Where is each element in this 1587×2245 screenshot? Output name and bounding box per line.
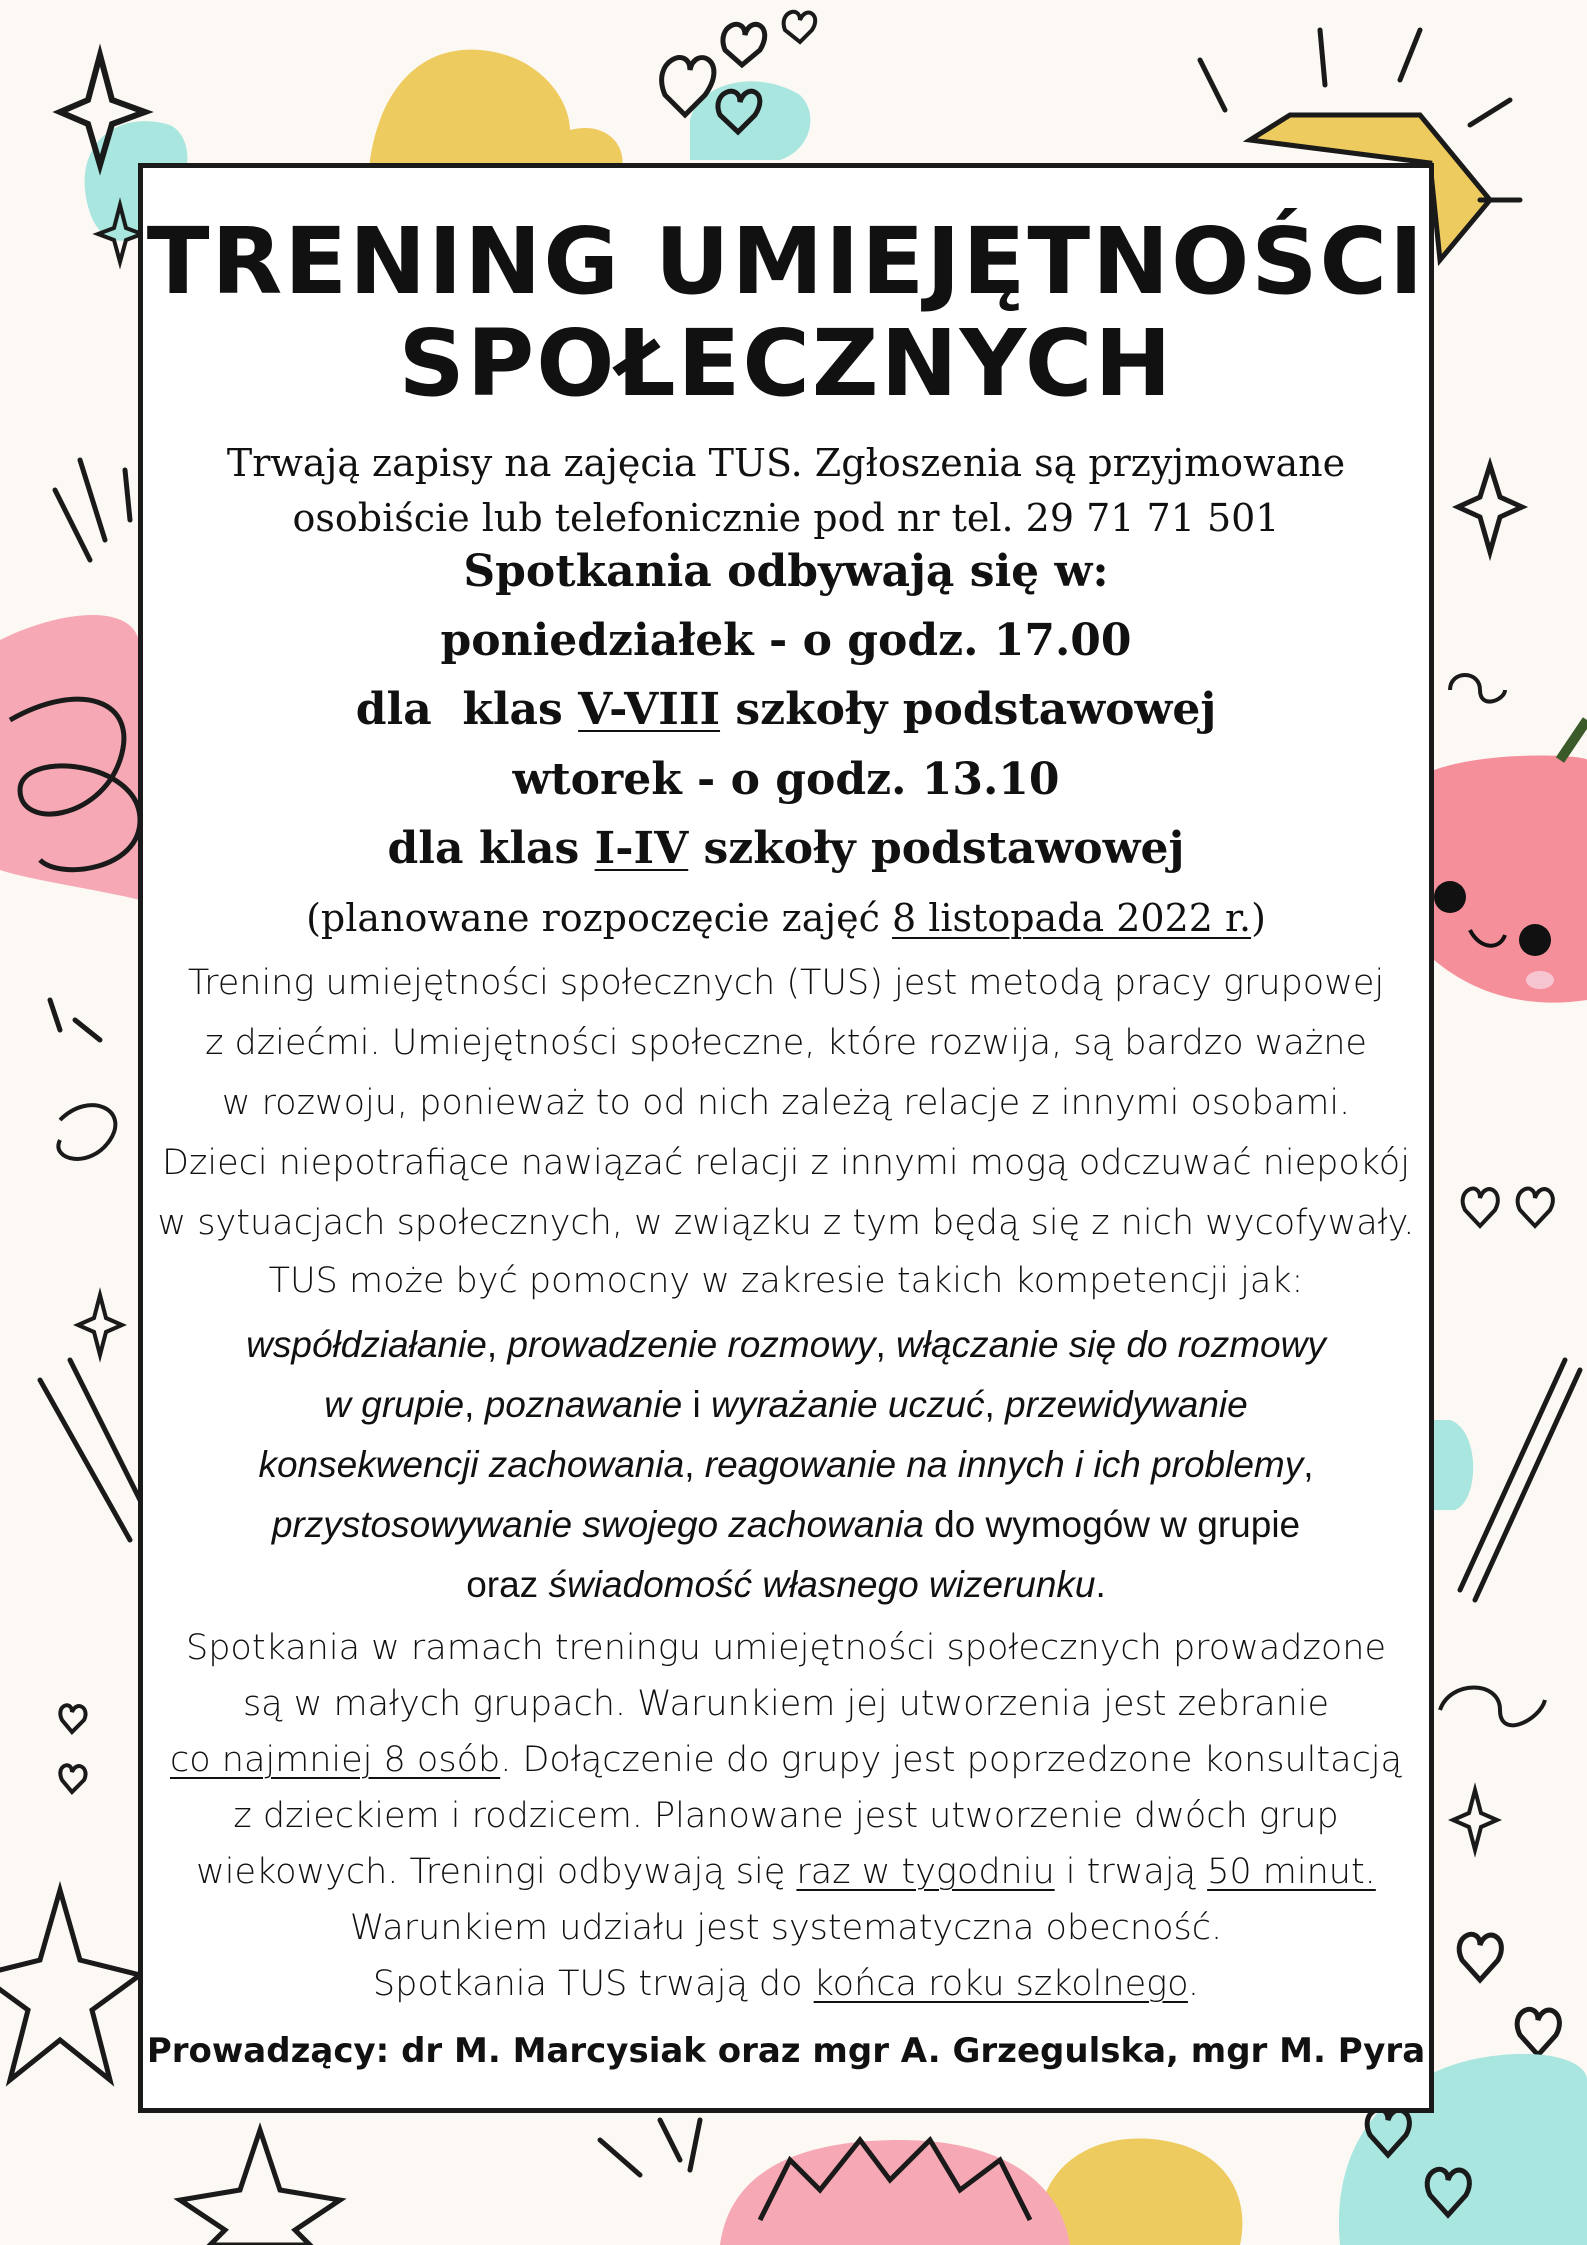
leaders: Prowadzący: dr M. Marcysiak oraz mgr A. Grzegulska, mgr M. Pyra	[146, 2031, 1426, 2071]
competencies-line-4	[143, 1504, 1429, 1546]
yellow-blob-top	[370, 50, 623, 175]
end-of-school-year: końca roku szkolnego	[813, 1964, 1188, 2004]
details-line	[143, 1852, 1429, 1892]
text: do wymogów w grupie	[923, 1504, 1301, 1545]
text: ,	[486, 1324, 508, 1365]
start-date: 8 listopada 2022 r.	[891, 896, 1252, 940]
details-line: Spotkania w ramach treningu umiejętności społecznych prowadzone	[186, 1628, 1386, 1668]
class-range: V-VIII	[578, 684, 721, 735]
schedule-monday-group	[143, 684, 1429, 735]
text: .	[1095, 1564, 1106, 1605]
heart-icon	[60, 1765, 85, 1792]
competency: w grupie	[324, 1384, 465, 1425]
details-line	[143, 1964, 1429, 2004]
min-participants: co najmniej 8 osób	[170, 1740, 501, 1780]
poster-card	[138, 163, 1434, 2113]
duration: 50 minut.	[1207, 1852, 1376, 1892]
text: ,	[684, 1444, 705, 1485]
competency: przewidywanie	[1005, 1384, 1248, 1425]
pink-face-right	[1434, 756, 1587, 1003]
competency: konsekwencji zachowania	[258, 1444, 685, 1485]
competencies-line-1	[143, 1324, 1429, 1366]
mint-blob-right	[1434, 1420, 1473, 1510]
heart-icon	[60, 1705, 85, 1732]
text: i	[682, 1384, 711, 1425]
class-range: I-IV	[594, 823, 689, 874]
text: ,	[984, 1384, 1006, 1425]
text: szkoły podstawowej	[720, 684, 1217, 735]
intro-line-1: Trwają zapisy na zajęcia TUS. Zgłoszenia są przyjmowane	[226, 441, 1346, 485]
competency: świadomość własnego wizerunku	[548, 1564, 1096, 1605]
competency: reagowanie na innych i ich problemy	[704, 1444, 1304, 1485]
star-icon	[0, 1890, 140, 2080]
heart-icon	[784, 12, 816, 42]
competencies-line-5	[143, 1564, 1429, 1606]
competencies-line-2	[143, 1384, 1429, 1426]
sparkle-icon	[78, 1295, 122, 1355]
poster-title-line-2: SPOŁECZNYCH	[398, 310, 1174, 417]
competency: poznawanie	[484, 1384, 683, 1425]
text: .	[1187, 1964, 1200, 2004]
description-line: Trening umiejętności społecznych (TUS) jest metodą pracy grupowej	[187, 963, 1385, 1003]
competencies-line-3	[143, 1444, 1429, 1486]
yellow-blob-bottom	[1039, 2138, 1243, 2245]
heart-icon	[1517, 2009, 1559, 2055]
description-line: TUS może być pomocny w zakresie takich kompetencji jak:	[268, 1261, 1304, 1301]
description-line: w rozwoju, ponieważ to od nich zależą relacje z innymi osobami.	[221, 1083, 1351, 1123]
sparkle-icon	[1453, 1790, 1497, 1850]
heart-icon	[723, 24, 765, 65]
heart-icon	[1518, 1189, 1553, 1226]
planned-start	[143, 896, 1429, 940]
text: Spotkania TUS trwają do	[372, 1964, 814, 2004]
details-line: Warunkiem udziału jest systematyczna obecność.	[349, 1908, 1223, 1948]
text: ,	[464, 1384, 485, 1425]
text: wiekowych. Treningi odbywają się	[196, 1852, 797, 1892]
description-line: Dzieci niepotrafiące nawiązać relacji z innymi mogą odczuwać niepokój	[162, 1143, 1410, 1183]
star-icon	[180, 2130, 340, 2245]
text: (planowane rozpoczęcie zajęć	[306, 896, 892, 940]
competency: wyrażanie uczuć	[710, 1384, 985, 1425]
text: i trwają	[1054, 1852, 1208, 1892]
text: szkoły podstawowej	[688, 823, 1185, 874]
heart-icon	[1463, 1189, 1498, 1226]
description-line: w sytuacjach społecznych, w związku z tym będą się z nich wycofywały.	[157, 1203, 1415, 1243]
poster-title-line-1: TRENING UMIEJĘTNOŚCI	[146, 208, 1426, 315]
intro-line-2: osobiście lub telefonicznie pod nr tel. 29 71 71 501	[292, 496, 1280, 540]
text: dla klas	[387, 823, 595, 874]
competency: włączanie się do rozmowy	[896, 1324, 1326, 1365]
text: dla klas	[355, 684, 579, 735]
details-line: z dzieckiem i rodzicem. Planowane jest utworzenie dwóch grup	[233, 1796, 1339, 1836]
heart-icon	[1459, 1934, 1501, 1980]
competency: prowadzenie rozmowy	[507, 1324, 876, 1365]
schedule-monday: poniedziałek - o godz. 17.00	[440, 615, 1132, 666]
details-line	[143, 1740, 1429, 1780]
schedule-tuesday: wtorek - o godz. 13.10	[512, 754, 1060, 805]
details-line: są w małych grupach. Warunkiem jej utworzenia jest zebranie	[242, 1684, 1330, 1724]
text: ,	[875, 1324, 897, 1365]
sparkle-icon	[1458, 465, 1522, 552]
schedule-heading: Spotkania odbywają się w:	[463, 546, 1109, 597]
competency: współdziałanie	[246, 1324, 487, 1365]
text: oraz	[466, 1564, 549, 1605]
text: . Dołączenie do grupy jest poprzedzone konsultacją	[500, 1740, 1402, 1780]
text: ,	[1303, 1444, 1314, 1485]
text: )	[1251, 896, 1266, 940]
competency: przystosowywanie swojego zachowania	[271, 1504, 924, 1545]
schedule-tuesday-group	[143, 823, 1429, 874]
description-line: z dziećmi. Umiejętności społeczne, które rozwija, są bardzo ważne	[205, 1023, 1367, 1063]
frequency: raz w tygodniu	[796, 1852, 1055, 1892]
